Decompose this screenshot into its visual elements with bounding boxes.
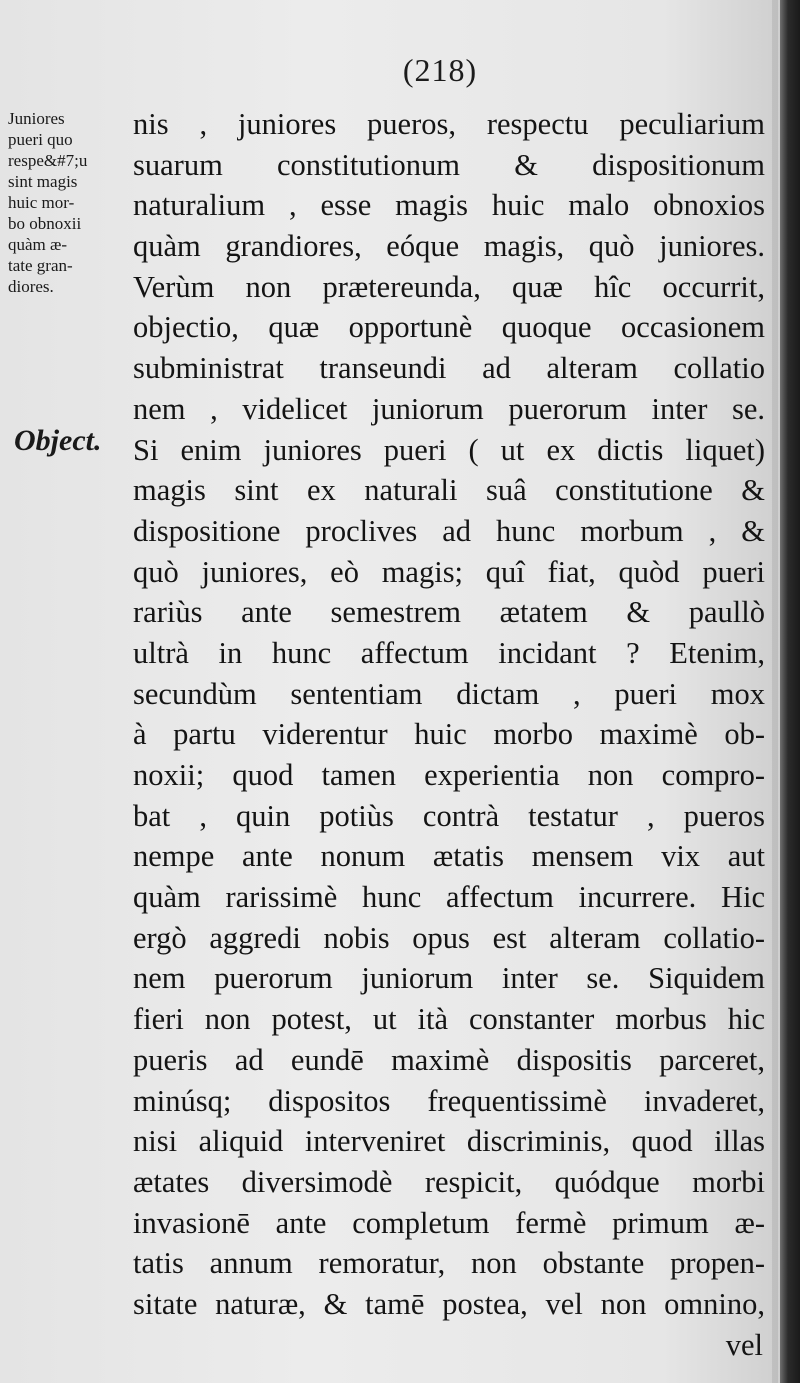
body-line: dispositione proclives ad hunc morbum , & (133, 513, 765, 548)
margin-note-line: sint magis (8, 172, 78, 191)
body-text (133, 104, 765, 1365)
margin-note-line: diores. (8, 277, 54, 296)
body-line: nem puerorum juniorum inter se. Siquidem (133, 961, 765, 996)
body-line: naturalium , esse magis huic malo obnoxios (133, 188, 765, 223)
body-line: bat , quin potiùs contrà testatur , pueros (133, 798, 765, 833)
body-line: Si enim juniores pueri ( ut ex dictis liquet) (133, 432, 765, 467)
body-line: quàm grandiores, eóque magis, quò juniores. (133, 229, 765, 264)
body-line: magis sint ex naturali suâ constitutione & (133, 473, 765, 508)
body-line: subministrat transeundi ad alteram collatio (133, 351, 765, 386)
body-line: quàm rarissimè hunc affectum incurrere. Hic (133, 880, 765, 915)
page-number: (218) (402, 52, 478, 88)
body-line: ergò aggredi nobis opus est alteram collatio- (133, 920, 765, 955)
margin-note (8, 108, 128, 297)
body-line: à partu viderentur huic morbo maximè ob- (133, 717, 765, 752)
body-line: invasionē ante completum fermè primum æ- (133, 1205, 765, 1240)
body-line: ætates diversimodè respicit, quódque morbi (133, 1164, 765, 1199)
body-line: suarum constitutionum & dispositionum (133, 147, 765, 182)
book-edge (780, 0, 800, 1383)
catchword: vel (725, 1327, 763, 1362)
body-line: nem , videlicet juniorum puerorum inter se. (133, 391, 765, 426)
margin-note-line: respe&#7;u (8, 151, 88, 170)
body-line: ultrà in hunc affectum incidant ? Etenim, (133, 635, 765, 670)
body-line: tatis annum remoratur, non obstante propen- (133, 1246, 765, 1281)
body-line: rariùs ante semestrem ætatem & paullò (133, 595, 765, 630)
margin-note-line: pueri quo (8, 130, 73, 149)
body-line: Verùm non prætereunda, quæ hîc occurrit, (133, 269, 765, 304)
body-line: noxii; quod tamen experientia non compro- (133, 758, 765, 792)
body-line: fieri non potest, ut ità constanter morbus hic (133, 1002, 765, 1037)
body-line: secundùm sententiam dictam , pueri mox (133, 676, 765, 711)
body-line: minúsq; dispositos frequentissimè invaderet, (133, 1083, 765, 1118)
body-line: quò juniores, eò magis; quî fiat, quòd pueri (133, 554, 765, 589)
body-line: pueris ad eundē maximè dispositis parceret, (133, 1042, 765, 1077)
body-line: objectio, quæ opportunè quoque occasionem (133, 310, 765, 345)
body-line: nisi aliquid interveniret discriminis, quod illas (133, 1124, 765, 1159)
page-gutter-shadow (772, 0, 778, 1383)
body-line: nis , juniores pueros, respectu peculiarium (133, 107, 765, 141)
margin-note-line: bo obnoxii (8, 214, 82, 233)
body-line: sitate naturæ, & tamē postea, vel non omnino, (133, 1286, 765, 1321)
margin-note-line: quàm æ- (8, 235, 68, 254)
margin-note-line: tate gran- (8, 256, 73, 275)
margin-note-line: huic mor- (8, 193, 75, 212)
objection-margin-label: Object. (14, 424, 102, 457)
margin-note-line: Juniores (8, 109, 65, 128)
body-line: nempe ante nonum ætatis mensem vix aut (133, 839, 765, 874)
